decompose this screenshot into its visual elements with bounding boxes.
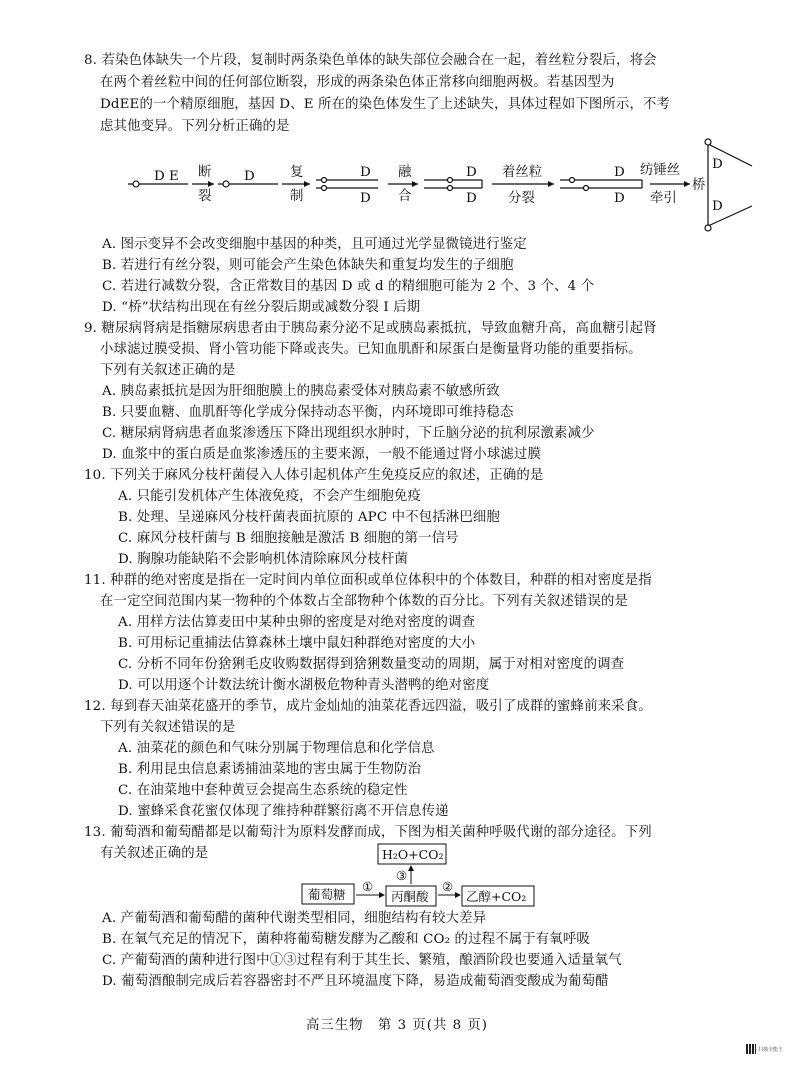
q9-option-b: B. 只要血糖、血肌酐等化学成分保持动态平衡，内环境即可维持稳态 <box>102 405 514 420</box>
q13-option-a: A. 产葡萄酒和葡萄醋的菌种代谢类型相同，细胞结构有较大差异 <box>102 911 487 926</box>
step-3-label: ③ <box>396 868 408 883</box>
q13-option-d: D. 葡萄酒酿制完成后若容器密封不严且环境温度下降，易造成葡萄酒变酸成为葡萄醋 <box>102 974 609 989</box>
diagram-label-d-3a: D <box>360 165 371 180</box>
q8-option-a: A. 图示变异不会改变细胞中基因的种类，且可通过光学显微镜进行鉴定 <box>102 237 527 252</box>
products-ethanol-co2: 乙醇+CO₂ <box>466 889 527 904</box>
scanner-watermark <box>746 1043 786 1055</box>
diagram-step-pull-a: 纺锤丝 <box>640 163 681 178</box>
diagram-label-d-6b: D <box>712 199 723 214</box>
q8-option-d: D. “桥”状结构出现在有丝分裂后期或减数分裂 Ⅰ 后期 <box>102 300 421 315</box>
q11-option-b: B. 可用标记重捕法估算森林土壤中鼠妇种群绝对密度的大小 <box>118 636 476 651</box>
scanner-badge-text: 扫描全能王 <box>758 1046 784 1053</box>
q8-stem-line-4: 虑其他变异。下列分析正确的是 <box>100 119 290 134</box>
glucose-label: 葡萄糖 <box>308 887 346 902</box>
diagram-label-d-3b: D <box>360 191 371 206</box>
q8-stem-line-2: 在两个着丝粒中间的任何部位断裂，形成的两条染色体正常移向细胞两极。若基因型为 <box>100 75 615 90</box>
q10-option-a: A. 只能引发机体产生体液免疫，不会产生细胞免疫 <box>118 489 421 504</box>
q11-stem-line-2: 在一定空间范围内某一物种的个体数占全部物种个体数的百分比。下列有关叙述错误的是 <box>100 594 629 609</box>
q9-stem-line-3: 下列有关叙述正确的是 <box>100 363 236 378</box>
q10-option-d: D. 胸腺功能缺陷不会影响机体清除麻风分枝杆菌 <box>118 552 409 567</box>
diagram-step-pull-b: 牵引 <box>650 191 677 206</box>
q11-option-a: A. 用样方法估算麦田中某种虫卵的密度是对绝对密度的调查 <box>118 615 476 630</box>
q8-stem-line-1: 8. 若染色体缺失一个片段，复制时两条染色单体的缺失部位会融合在一起，着丝粒分裂后，将会 <box>84 53 657 68</box>
diagram-label-d-4a: D <box>466 165 477 180</box>
q12-stem-line-1: 12. 每到春天油菜花盛开的季节，成片金灿灿的油菜花香远四溢，吸引了成群的蜜蜂前来采食。 <box>84 699 652 714</box>
diagram-label-bridge: 桥 <box>692 178 706 193</box>
step-1-label: ① <box>362 879 374 894</box>
q9-option-a: A. 胰岛素抵抗是因为肝细胞膜上的胰岛素受体对胰岛素不敏感所致 <box>102 384 500 399</box>
diagram-step-fuse-a: 融 <box>398 165 412 180</box>
diagram-step-fuse-b: 合 <box>398 189 412 204</box>
q13-stem-line-2: 有关叙述正确的是 <box>100 846 209 861</box>
q8-option-c: C. 若进行减数分裂，含正常数目的基因 D 或 d 的精细胞可能为 2 个、3 个、4 个 <box>102 279 595 294</box>
q12-stem-line-2: 下列有关叙述错误的是 <box>100 720 236 735</box>
step-2-label: ② <box>442 879 454 894</box>
q11-option-d: D. 可以用逐个计数法统计衡水湖极危物种青头潜鸭的绝对密度 <box>118 678 490 693</box>
diagram-step-break-b: 裂 <box>198 189 212 204</box>
diagram-label-d-2: D <box>244 169 255 184</box>
diagram-step-break-a: 断 <box>198 165 212 180</box>
q12-option-a: A. 油菜花的颜色和气味分别属于物理信息和化学信息 <box>118 741 435 756</box>
diagram-label-de: D E <box>154 169 179 184</box>
page-footer: 高三生物 第 3 页(共 8 页) <box>305 1018 489 1033</box>
diagram-label-d-5b: D <box>614 191 625 206</box>
q9-stem-line-2: 小球滤过膜受损、肾小管功能下降或丧失。已知血肌酐和尿蛋白是衡量肾功能的重要指标。 <box>100 342 642 357</box>
chromosome-bridge-diagram <box>120 134 760 238</box>
q9-stem-line-1: 9. 糖尿病肾病是指糖尿病患者由于胰岛素分泌不足或胰岛素抵抗，导致血糖升高，高血糖引起肾 <box>84 321 657 336</box>
q10-stem: 10. 下列关于麻风分枝杆菌侵入人体引起机体产生免疫反应的叙述，正确的是 <box>84 468 544 483</box>
q10-option-c: C. 麻风分枝杆菌与 B 细胞接触是激活 B 细胞的第一信号 <box>118 531 459 546</box>
diagram-label-d-5a: D <box>614 165 625 180</box>
diagram-step-split-b: 分裂 <box>508 191 535 206</box>
respiration-pathway-diagram <box>290 840 550 910</box>
q9-option-d: D. 血浆中的蛋白质是血浆渗透压的主要来源，一般不能通过肾小球滤过膜 <box>102 447 541 462</box>
q13-option-b: B. 在氧气充足的情况下，菌种将葡萄糖发酵为乙酸和 CO₂ 的过程不属于有氧呼吸 <box>102 932 590 947</box>
diagram-label-d-4b: D <box>466 191 477 206</box>
q9-option-c: C. 糖尿病肾病患者血浆渗透压下降出现组织水肿时，下丘脑分泌的抗利尿激素减少 <box>102 426 595 441</box>
products-h2o-co2: H₂O+CO₂ <box>382 847 444 862</box>
diagram-step-replicate-a: 复 <box>290 165 304 180</box>
q8-option-b: B. 若进行有丝分裂，则可能会产生染色体缺失和重复均发生的子细胞 <box>102 258 514 273</box>
q8-stem-line-3: DdEE的一个精原细胞，基因 D、E 所在的染色体发生了上述缺失，具体过程如下图所示，不考 <box>100 97 671 112</box>
q13-stem-line-1: 13. 葡萄酒和葡萄醋都是以葡萄汁为原料发酵而成，下图为相关菌种呼吸代谢的部分途径。下列 <box>84 825 652 840</box>
diagram-step-replicate-b: 制 <box>290 189 304 204</box>
diagram-step-split-a: 着丝粒 <box>502 165 543 180</box>
q12-option-d: D. 蜜蜂采食花蜜仅体现了维持种群繁衍离不开信息传递 <box>118 804 449 819</box>
q13-option-c: C. 产葡萄酒的菌种进行图中①③过程有利于其生长、繁殖，酿酒阶段也要通入适量氧气 <box>102 953 622 968</box>
q12-option-c: C. 在油菜地中套种黄豆会提高生态系统的稳定性 <box>118 783 408 798</box>
q11-option-c: C. 分析不同年份猞猁毛皮收购数据得到猞猁数量变动的周期，属于对相对密度的调查 <box>118 657 625 672</box>
diagram-label-d-6a: D <box>712 157 723 172</box>
q11-stem-line-1: 11. 种群的绝对密度是指在一定时间内单位面积或单位体积中的个体数目，种群的相对密度是指 <box>84 573 652 588</box>
pyruvate-label: 丙酮酸 <box>391 889 429 904</box>
q12-option-b: B. 利用昆虫信息素诱捕油菜地的害虫属于生物防治 <box>118 762 422 777</box>
q10-option-b: B. 处理、呈递麻风分枝杆菌表面抗原的 APC 中不包括淋巴细胞 <box>118 510 500 525</box>
qr-code-icon <box>746 1044 756 1054</box>
